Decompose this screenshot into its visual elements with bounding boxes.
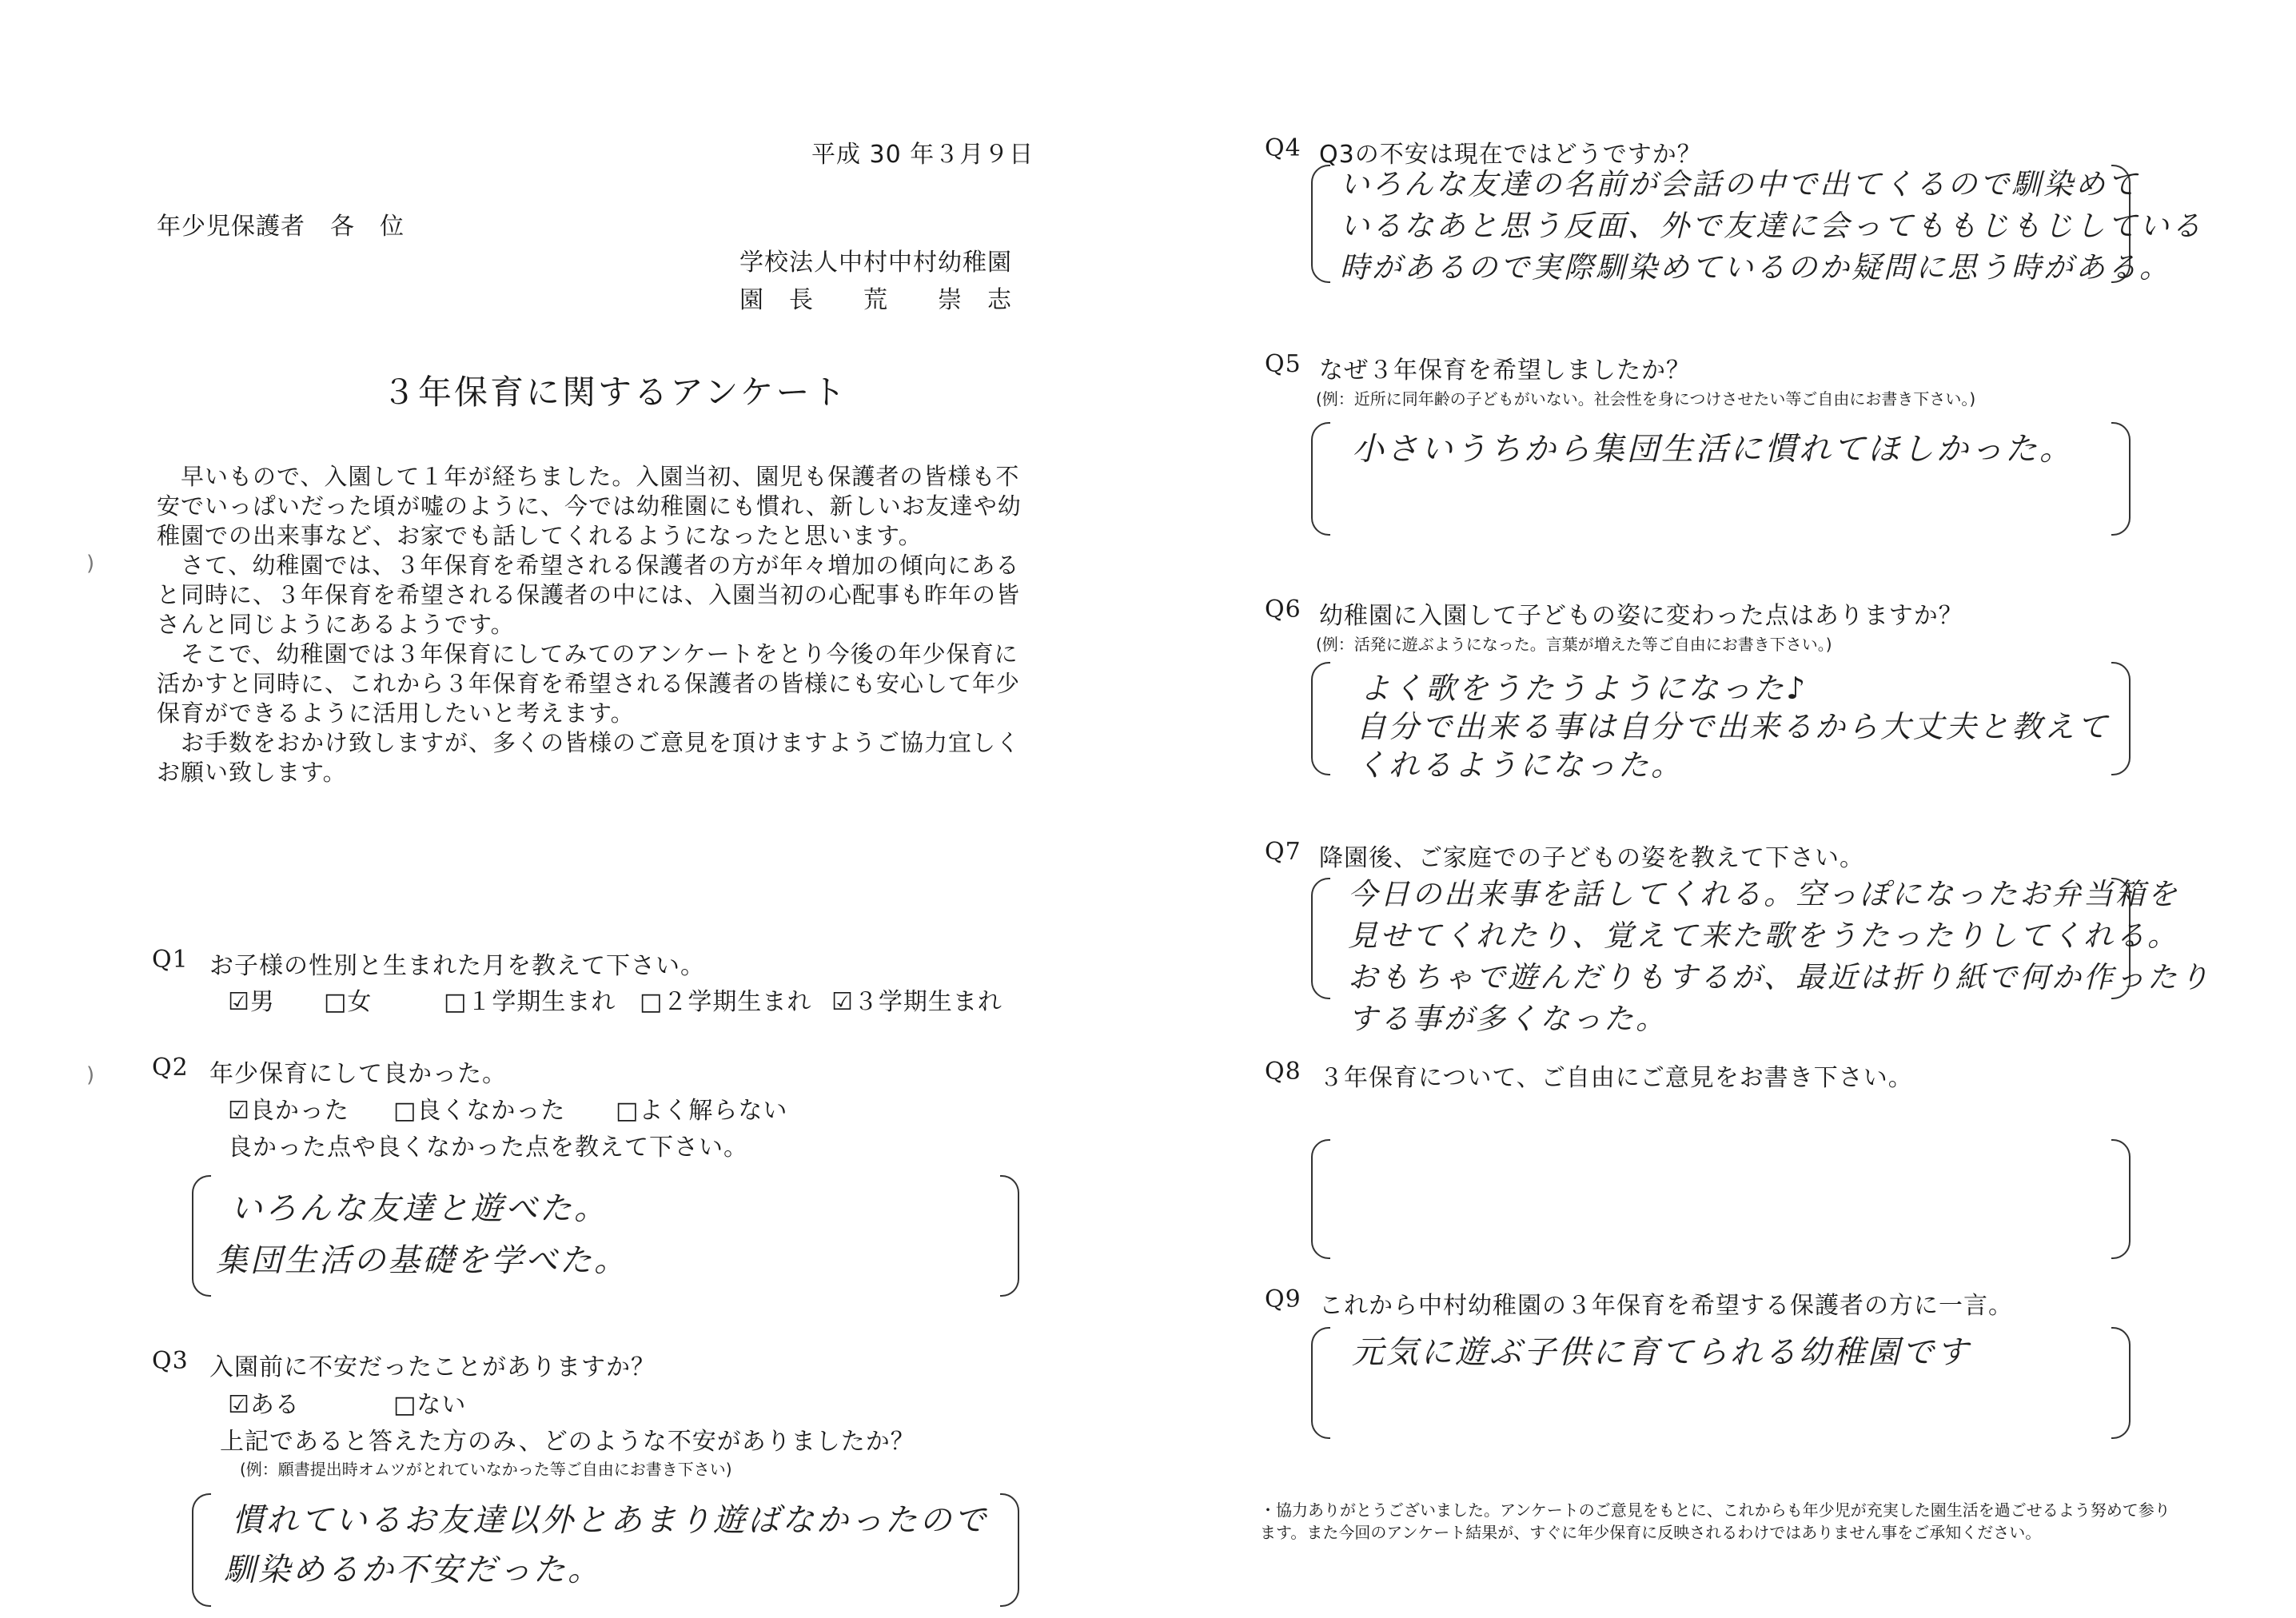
q1-option-male[interactable]: ☑男 <box>228 988 275 1016</box>
q2-option-good[interactable]: ☑良かった <box>228 1097 349 1125</box>
intro-paragraph: そこで、幼稚園では３年保育にしてみてのアンケートをとり今後の年少保育に活かすと同時に、これから３年保育を希望される保護者の皆様にも安心して年少保育ができるように活用したいと考えます。 <box>157 640 1021 727</box>
q1-question: お子様の性別と生まれた月を教えて下さい。 <box>209 952 705 980</box>
q2-question: 年少保育にして良かった。 <box>209 1060 507 1088</box>
q5-question: なぜ３年保育を希望しましたか？ <box>1319 357 1691 385</box>
q2-number: Q2 <box>152 1054 189 1082</box>
q3-question: 入園前に不安だったことがありますか？ <box>209 1353 656 1381</box>
punch-hole-mark: ) <box>86 1063 95 1087</box>
q4-question: Q3の不安は現在ではどうですか？ <box>1319 141 1702 169</box>
q9-question: これから中村幼稚園の３年保育を希望する保護者の方に一言。 <box>1319 1292 2013 1320</box>
q4-answer-line: いろんな友達の名前が会話の中で出てくるので馴染めて <box>1340 167 2139 201</box>
q3-subquestion: 上記であると答えた方のみ、どのような不安がありましたか？ <box>220 1428 915 1456</box>
q2-answer-line: 集団生活の基礎を学べた。 <box>216 1242 628 1279</box>
document-date: 平成 30 年３月９日 <box>811 141 1034 169</box>
q7-answer-line: おもちゃで遊んだりもするが、最近は折り紙で何か作ったり <box>1348 960 2211 994</box>
q5-example: (例：近所に同年齢の子どもがいない。社会性を身につけさせたい等ご自由にお書き下さい。) <box>1316 389 1976 408</box>
intro-paragraph: さて、幼稚園では、３年保育を希望される保護者の方が年々増加の傾向にあると同時に、３年保育を希望される保護者の中には、入園当初の心配事も昨年の皆さんと同じようにあるようです。 <box>157 552 1021 638</box>
q1-option-term2[interactable]: □２学期生まれ <box>640 988 812 1016</box>
punch-hole-mark: ) <box>86 552 95 576</box>
q3-answer-line: 馴染めるか不安だった。 <box>224 1552 602 1588</box>
q4-answer-line: いるなあと思う反面、外で友達に会ってももじもじしている <box>1340 209 2203 243</box>
q7-number: Q7 <box>1265 838 1301 866</box>
q1-option-term3[interactable]: ☑３学期生まれ <box>831 988 1003 1016</box>
q3-option-no[interactable]: □ない <box>393 1391 467 1419</box>
q8-question: ３年保育について、ご自由にご意見をお書き下さい。 <box>1319 1064 1913 1092</box>
q7-question: 降園後、ご家庭での子どもの姿を教えて下さい。 <box>1319 844 1864 872</box>
school-name: 学校法人中村中村幼稚園 <box>739 249 1012 277</box>
intro-paragraph: お手数をおかけ致しますが、多くの皆様のご意見を頂けますようご協力宜しくお願い致します。 <box>157 729 1021 786</box>
q3-number: Q3 <box>152 1347 189 1375</box>
q3-option-yes[interactable]: ☑ある <box>228 1391 300 1419</box>
footer-note: ・協力ありがとうございました。アンケートのご意見をもとに、これからも年少児が充実した園生活を過ごせるよう努めて参ります。また今回のアンケート結果が、すぐに年少保育に反映されるわけではありません事をご承知ください。 <box>1260 1500 2170 1542</box>
intro-paragraph: 早いもので、入園して１年が経ちました。入園当初、園児も保護者の皆様も不安でいっぱいだった頃が嘘のように、今では幼稚園にも慣れ、新しいお友達や幼稚園での出来事など、お家でも話してくれるようになったと思います。 <box>157 463 1022 549</box>
page-title: ３年保育に関するアンケート <box>382 373 848 412</box>
q6-question: 幼稚園に入園して子どもの姿に変わった点はありますか？ <box>1319 602 1963 630</box>
q1-number: Q1 <box>152 946 189 974</box>
q4-answer-line: 時があるので実際馴染めているのか疑問に思う時がある。 <box>1340 250 2171 285</box>
q6-answer-line: 自分で出来る事は自分で出来るから大丈夫と教えて <box>1356 709 2111 744</box>
q2-subquestion: 良かった点や良くなかった点を教えて下さい。 <box>228 1134 748 1162</box>
q7-answer-line: 今日の出来事を話してくれる。空っぽになったお弁当箱を <box>1348 877 2179 911</box>
q8-answer-box[interactable] <box>1311 1139 2131 1259</box>
right-page <box>1148 0 2296 1618</box>
q6-answer-line: よく歌をうたうようになった♪ <box>1360 671 1808 706</box>
q2-option-unsure[interactable]: □よく解らない <box>616 1097 788 1125</box>
q9-answer-line: 元気に遊ぶ子供に育てられる幼稚園です <box>1352 1334 1971 1371</box>
q8-number: Q8 <box>1265 1058 1301 1086</box>
q3-example: (例：願書提出時オムツがとれていなかった等ご自由にお書き下さい) <box>240 1460 732 1479</box>
q7-answer-line: 見せてくれたり、覚えて来た歌をうたったりしてくれる。 <box>1348 919 2179 953</box>
q1-option-female[interactable]: □女 <box>324 988 373 1016</box>
q5-answer-line: 小さいうちから集団生活に慣れてほしかった。 <box>1352 431 2074 468</box>
principal-name: 園 長 荒 崇 志 <box>739 286 1012 314</box>
q7-answer-line: する事が多くなった。 <box>1348 1002 1668 1036</box>
q2-answer-line: いろんな友達と遊べた。 <box>230 1190 608 1227</box>
q6-number: Q6 <box>1265 596 1301 624</box>
q9-number: Q9 <box>1265 1285 1301 1313</box>
q5-number: Q5 <box>1265 350 1301 378</box>
q3-answer-line: 慣れているお友達以外とあまり遊ばなかったので <box>232 1502 988 1539</box>
q6-example: (例：活発に遊ぶようになった。言葉が増えた等ご自由にお書き下さい。) <box>1316 635 1832 654</box>
q4-number: Q4 <box>1265 134 1301 162</box>
q2-option-not-good[interactable]: □良くなかった <box>393 1097 566 1125</box>
q6-answer-line: くれるようになった。 <box>1356 747 1684 783</box>
q1-option-term1[interactable]: □１学期生まれ <box>444 988 616 1016</box>
recipient-line: 年少児保護者 各 位 <box>157 213 405 241</box>
intro-text <box>157 462 1028 787</box>
